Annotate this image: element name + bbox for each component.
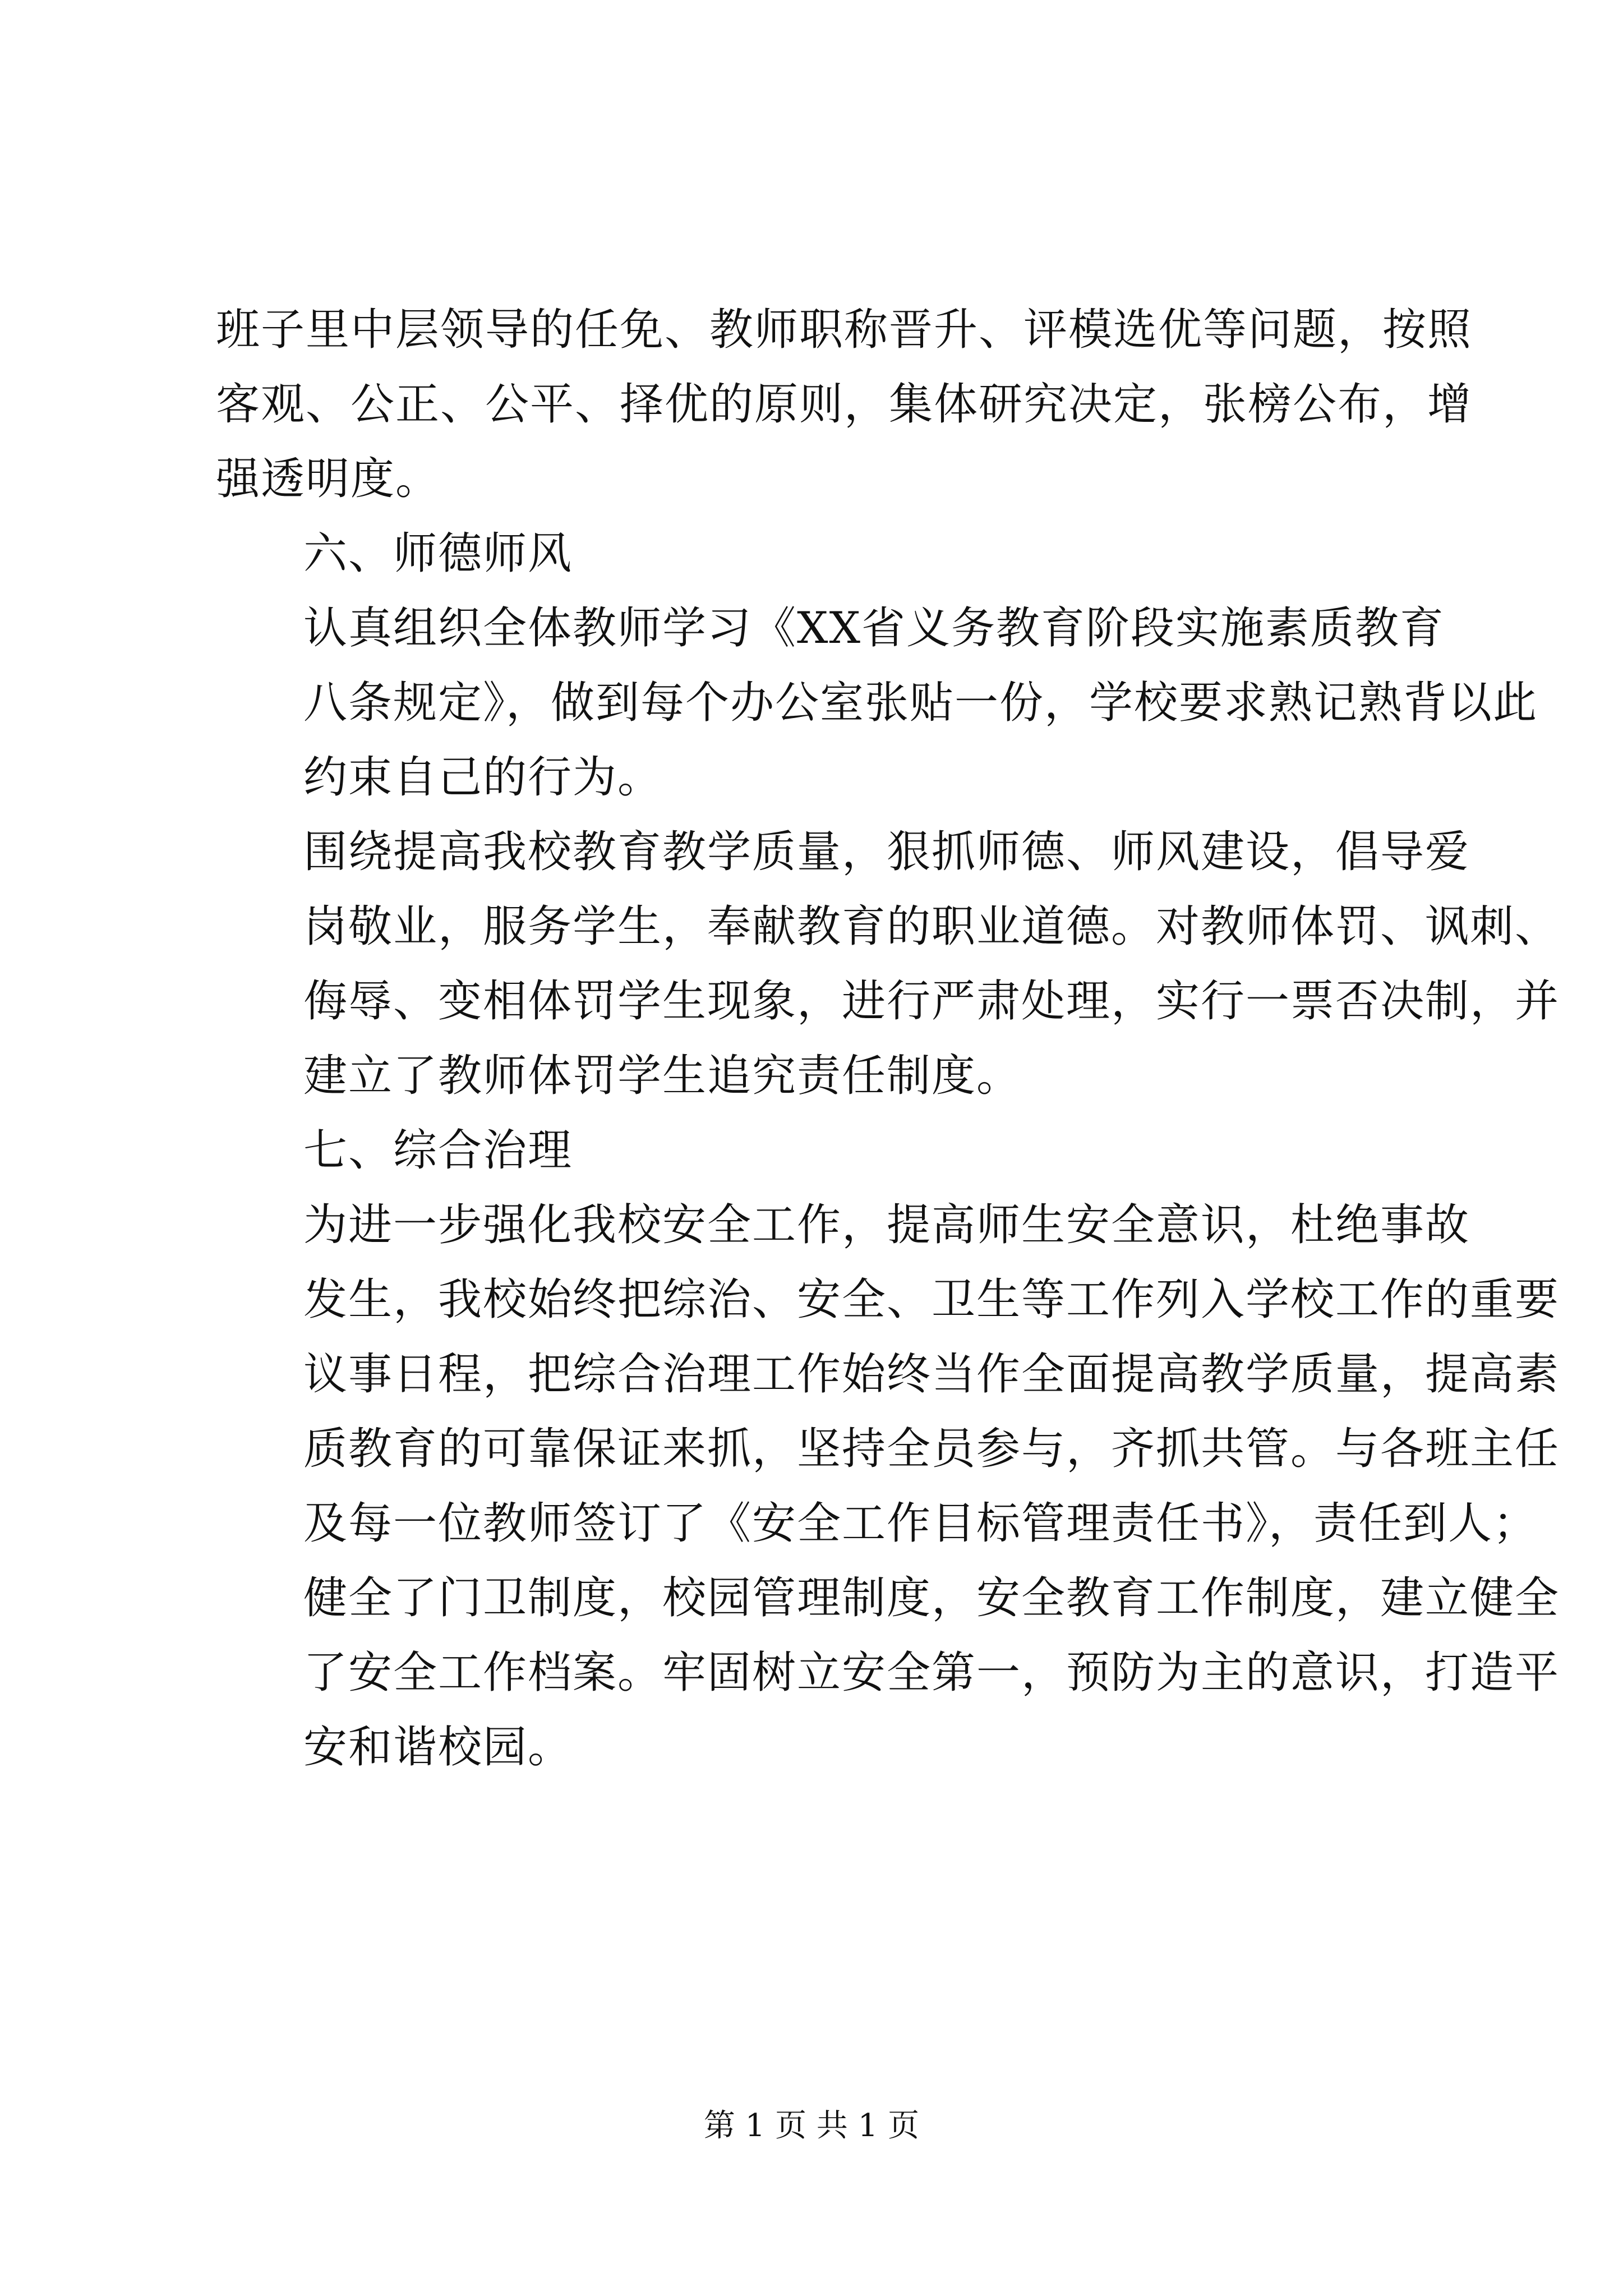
section-heading-teacher-ethics: [216, 517, 1416, 591]
text-line: 为进一步强化我校安全工作，提高师生安全意识，杜绝事故: [303, 1200, 1470, 1250]
page-number-footer: 第 1 页 共 1 页: [703, 2108, 920, 2144]
text-line: 约束自己的行为。: [303, 752, 663, 803]
text-line: 发生，我校始终把综治、安全、卫生等工作列入学校工作的重要: [303, 1274, 1560, 1325]
text-line: 建立了教师体罚学生追究责任制度。: [303, 1051, 1022, 1101]
document-body: [216, 293, 1560, 1785]
text-line: 客观、公正、公平、择优的原则，集体研究决定，张榜公布，增: [216, 379, 1473, 430]
text-line: 健全了门卫制度，校园管理制度，安全教育工作制度，建立健全: [303, 1573, 1560, 1623]
text-line: 班子里中层领导的任免、教师职称晋升、评模选优等问题，按照: [216, 305, 1473, 355]
text-line: 岗敬业，服务学生，奉献教育的职业道德。对教师体罚、讽刺、: [303, 901, 1560, 952]
text-line: 及每一位教师签订了《安全工作目标管理责任书》，责任到人；: [303, 1498, 1538, 1549]
text-line: 认真组织全体教师学习《XX省义务教育阶段实施素质教育: [303, 603, 1445, 654]
text-line: 了安全工作档案。牢固树立安全第一，预防为主的意识，打造平: [303, 1648, 1560, 1698]
paragraph-ethics-building: [216, 815, 1560, 1114]
heading-text: 六、师德师风: [303, 528, 573, 579]
paragraph-continuation: [216, 293, 1473, 517]
text-line: 安和谐校园。: [303, 1722, 573, 1773]
text-line: 质教育的可靠保证来抓，坚持全员参与，齐抓共管。与各班主任: [303, 1424, 1560, 1474]
text-line: 议事日程，把综合治理工作始终当作全面提高教学质量，提高素: [303, 1349, 1560, 1400]
text-line: 围绕提高我校教育教学质量，狠抓师德、师风建设，倡导爱: [303, 827, 1470, 877]
text-line: 强透明度。: [216, 454, 441, 504]
section-heading-comprehensive-governance: [216, 1114, 1416, 1188]
heading-text: 七、综合治理: [303, 1125, 573, 1176]
paragraph-safety-work: [216, 1188, 1560, 1785]
paragraph-study-regulations: [216, 591, 1538, 815]
text-line: 侮辱、变相体罚学生现象，进行严肃处理，实行一票否决制，并: [303, 976, 1560, 1027]
text-line: 八条规定》，做到每个办公室张贴一份，学校要求熟记熟背以此: [303, 678, 1538, 728]
